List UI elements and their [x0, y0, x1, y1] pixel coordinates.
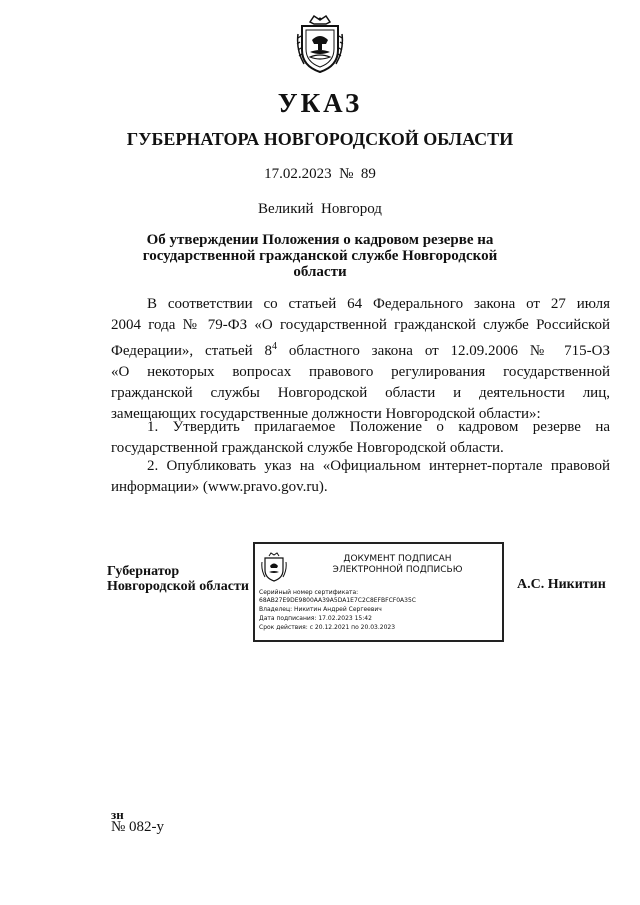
footer-number: № 082-у	[111, 819, 165, 835]
text-line: 2. Опубликовать указ на «Официальном интернет-портале правовой	[147, 458, 610, 474]
certificate-label: Серийный номер сертификата:	[259, 589, 359, 596]
paragraph-item-2	[111, 456, 610, 498]
certificate-validity: Срок действия: с 20.12.2021 по 20.03.2023	[259, 624, 396, 631]
certificate-owner: Владелец: Никитин Андрей Сергеевич	[259, 606, 382, 613]
stamp-title-line: ЭЛЕКТРОННОЙ ПОДПИСЬЮ	[332, 565, 463, 575]
date-and-number: 17.02.2023 № 89	[264, 166, 376, 182]
paragraph-preamble	[111, 294, 610, 425]
stamp-title-line: ДОКУМЕНТ ПОДПИСАН	[343, 554, 452, 564]
text-line: 1. Утвердить прилагаемое Положение о кадровом резерве на	[147, 419, 610, 435]
text-fragment: областного закона от 12.09.2006 № 715-ОЗ	[277, 343, 610, 359]
coat-of-arms-emblem	[296, 14, 344, 76]
signatory-name: А.С. Никитин	[517, 577, 606, 592]
city: Великий Новгород	[258, 201, 382, 217]
stamp-title	[295, 554, 500, 576]
signatory-title	[107, 564, 249, 594]
text-line: замещающих государственные должности Новгородской области»:	[111, 406, 541, 422]
signing-date: Дата подписания: 17.02.2023 15:42	[259, 615, 372, 622]
document-subject: Об утверждении Положения о кадровом резерве на государственной гражданской службе Новгородской области	[142, 232, 498, 280]
footer-registration	[111, 809, 164, 833]
signatory-title-line: Новгородской области	[107, 579, 249, 594]
text-line: государственной гражданской службе Новгородской области.	[111, 440, 504, 456]
footer-code: зн	[111, 807, 124, 822]
electronic-signature-stamp	[253, 542, 504, 642]
text-line: 2004 года № 79-ФЗ «О государственной гражданской службе Российской	[111, 317, 610, 333]
certificate-serial: 68AB27E9DE9800AA39A5DA1E7C2C8EFBFCF0A35C	[259, 597, 416, 604]
document-type-title: УКАЗ	[277, 88, 363, 118]
signatory-title-line: Губернатор	[107, 564, 180, 579]
text-line: «О некоторых вопросах правового регулирования государственной	[111, 364, 610, 380]
text-line: гражданской службы Новгородской области и деятельности лиц,	[111, 385, 610, 401]
text-line: информации» (www.pravo.gov.ru).	[111, 479, 328, 495]
text-line	[111, 336, 610, 362]
text-line: В соответствии со статьей 64 Федерального закона от 27 июля	[147, 296, 610, 312]
superscript: 4	[272, 341, 278, 352]
text-fragment: Федерации», статьей 8	[111, 343, 273, 359]
issuer-title: ГУБЕРНАТОРА НОВГОРОДСКОЙ ОБЛАСТИ	[126, 129, 514, 149]
paragraph-item-1	[111, 417, 610, 459]
stamp-emblem-icon	[261, 552, 287, 582]
